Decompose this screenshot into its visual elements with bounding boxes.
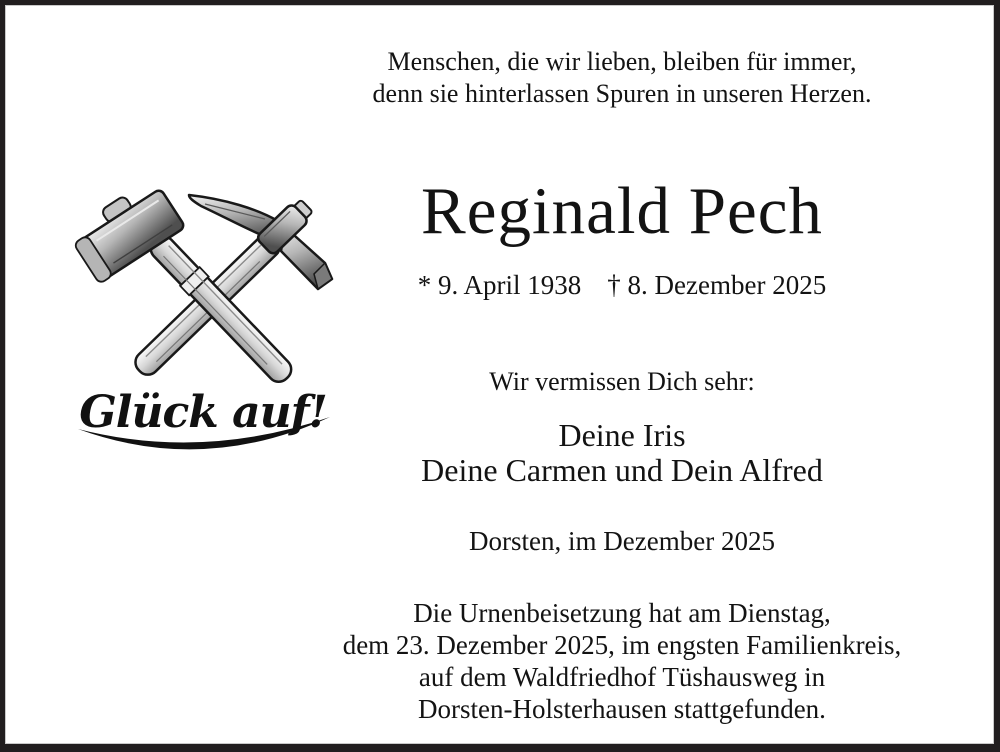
life-dates xyxy=(247,269,997,301)
death-date: † 8. Dezember 2025 xyxy=(607,270,827,300)
epigraph-line-1: Menschen, die wir lieben, bleiben für immer, xyxy=(387,47,857,76)
mourner-line: Deine Carmen und Dein Alfred xyxy=(421,452,823,488)
funeral-line: auf dem Waldfriedhof Tüshausweg in xyxy=(418,662,826,692)
epigraph xyxy=(247,46,997,110)
place-dateline: Dorsten, im Dezember 2025 xyxy=(469,526,775,556)
birth-date: * 9. April 1938 xyxy=(417,270,582,300)
funeral-line: Dorsten-Holsterhausen stattgefunden. xyxy=(418,694,826,724)
funeral-line: dem 23. Dezember 2025, im engsten Familienkreis, xyxy=(342,630,902,660)
motto-text: Glück auf! xyxy=(79,387,327,438)
mourner-line: Deine Iris xyxy=(558,417,686,453)
deceased-name: Reginald Pech xyxy=(421,174,823,248)
mourners-list xyxy=(247,418,997,488)
mourning-intro: Wir vermissen Dich sehr: xyxy=(489,367,755,396)
funeral-line: Die Urnenbeisetzung hat am Dienstag, xyxy=(413,598,831,628)
funeral-info xyxy=(247,597,997,725)
epigraph-line-2: denn sie hinterlassen Spuren in unseren Herzen. xyxy=(372,79,872,108)
